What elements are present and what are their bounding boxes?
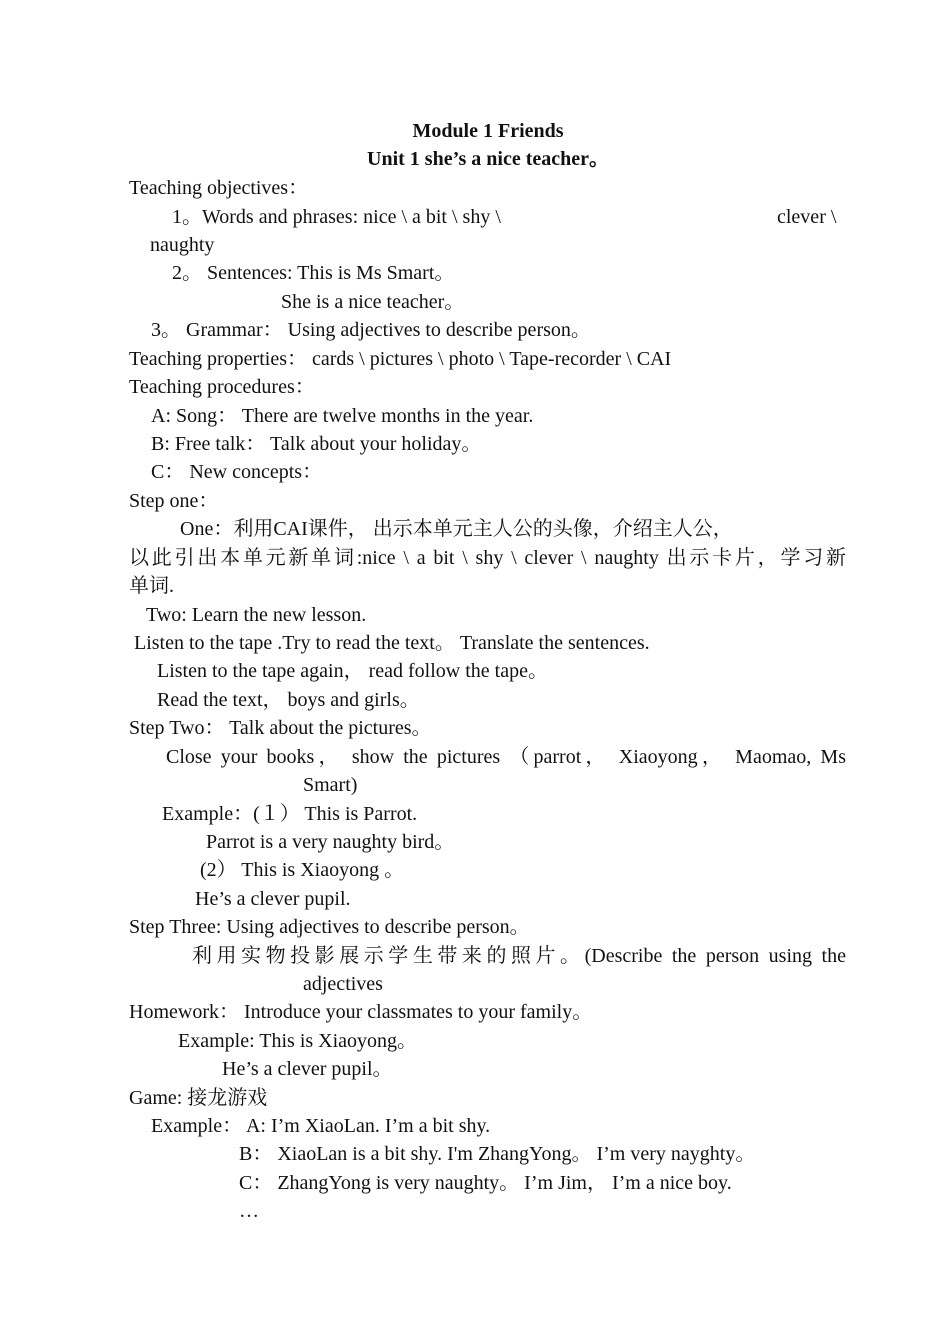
game-example-b: B： XiaoLan is a bit shy. I'm ZhangYong。 I’m very nayghty。 — [239, 1143, 756, 1165]
game-heading: Game: 接龙游戏 — [129, 1087, 268, 1109]
step-three-line: 利用实物投影展示学生带来的照片。(Describe the person using the — [192, 945, 846, 967]
close-books-wrap: Smart) — [303, 774, 358, 796]
document-title: Module 1 Friends — [412, 120, 564, 142]
step-one-line: One：利用CAI课件， 出示本单元主人公的头像，介绍主人公， — [180, 518, 733, 540]
step-two-lesson: Two: Learn the new lesson. — [146, 604, 367, 626]
listen-line-1: Listen to the tape .Try to read the text。 Translate the sentences. — [134, 632, 650, 654]
homework-example-sentence: He’s a clever pupil。 — [222, 1058, 393, 1080]
objectives-heading: Teaching objectives： — [129, 177, 309, 199]
objective-1-wrap: naughty — [150, 234, 215, 256]
procedure-new-concepts: C： New concepts： — [151, 461, 323, 483]
example-2: (2） This is Xiaoyong 。 — [200, 859, 405, 881]
close-books-line: Close your books， show the pictures （parrot， Xiaoyong， Maomao, Ms — [166, 746, 846, 768]
example-1: Example：(１） This is Parrot. — [162, 803, 418, 825]
example-1-sentence: Parrot is a very naughty bird。 — [206, 831, 455, 853]
procedure-song: A: Song： There are twelve months in the year. — [151, 405, 534, 427]
procedure-free-talk: B: Free talk： Talk about your holiday。 — [151, 433, 482, 455]
read-line: Read the text， boys and girls。 — [157, 689, 420, 711]
document-subtitle: Unit 1 she’s a nice teacher。 — [367, 148, 609, 170]
teaching-properties: Teaching properties： cards \ pictures \ photo \ Tape-recorder \ CAI — [129, 348, 672, 370]
game-example-a: Example： A: I’m XiaoLan. I’m a bit shy. — [151, 1115, 491, 1137]
objective-1-continued: clever \ — [777, 206, 837, 228]
step-three-heading: Step Three: Using adjectives to describe person。 — [129, 916, 530, 938]
step-one-wrap-end: 单词. — [129, 575, 174, 597]
step-one-wrap: 以此引出本单元新单词:nice \ a bit \ shy \ clever \ naughty 出示卡片，学习新 — [129, 547, 846, 569]
objective-3-line: 3。 Grammar： Using adjectives to describe person。 — [151, 319, 591, 341]
objective-1-line: 1。Words and phrases: nice \ a bit \ shy \ — [172, 206, 501, 228]
example-2-sentence: He’s a clever pupil. — [195, 888, 351, 910]
game-example-c: C： ZhangYong is very naughty。 I’m Jim， I’m a nice boy. — [239, 1172, 732, 1194]
step-two-heading: Step Two： Talk about the pictures。 — [129, 717, 432, 739]
game-ellipsis: … — [239, 1200, 259, 1222]
step-three-wrap: adjectives — [303, 973, 383, 995]
objective-2-sentence: She is a nice teacher。 — [281, 291, 465, 313]
homework-line: Homework： Introduce your classmates to your family。 — [129, 1001, 593, 1023]
step-one-heading: Step one： — [129, 490, 219, 512]
listen-line-2: Listen to the tape again， read follow the tape。 — [157, 660, 548, 682]
homework-example: Example: This is Xiaoyong。 — [178, 1030, 418, 1052]
procedures-heading: Teaching procedures： — [129, 376, 315, 398]
objective-2-line: 2。 Sentences: This is Ms Smart。 — [172, 262, 455, 284]
